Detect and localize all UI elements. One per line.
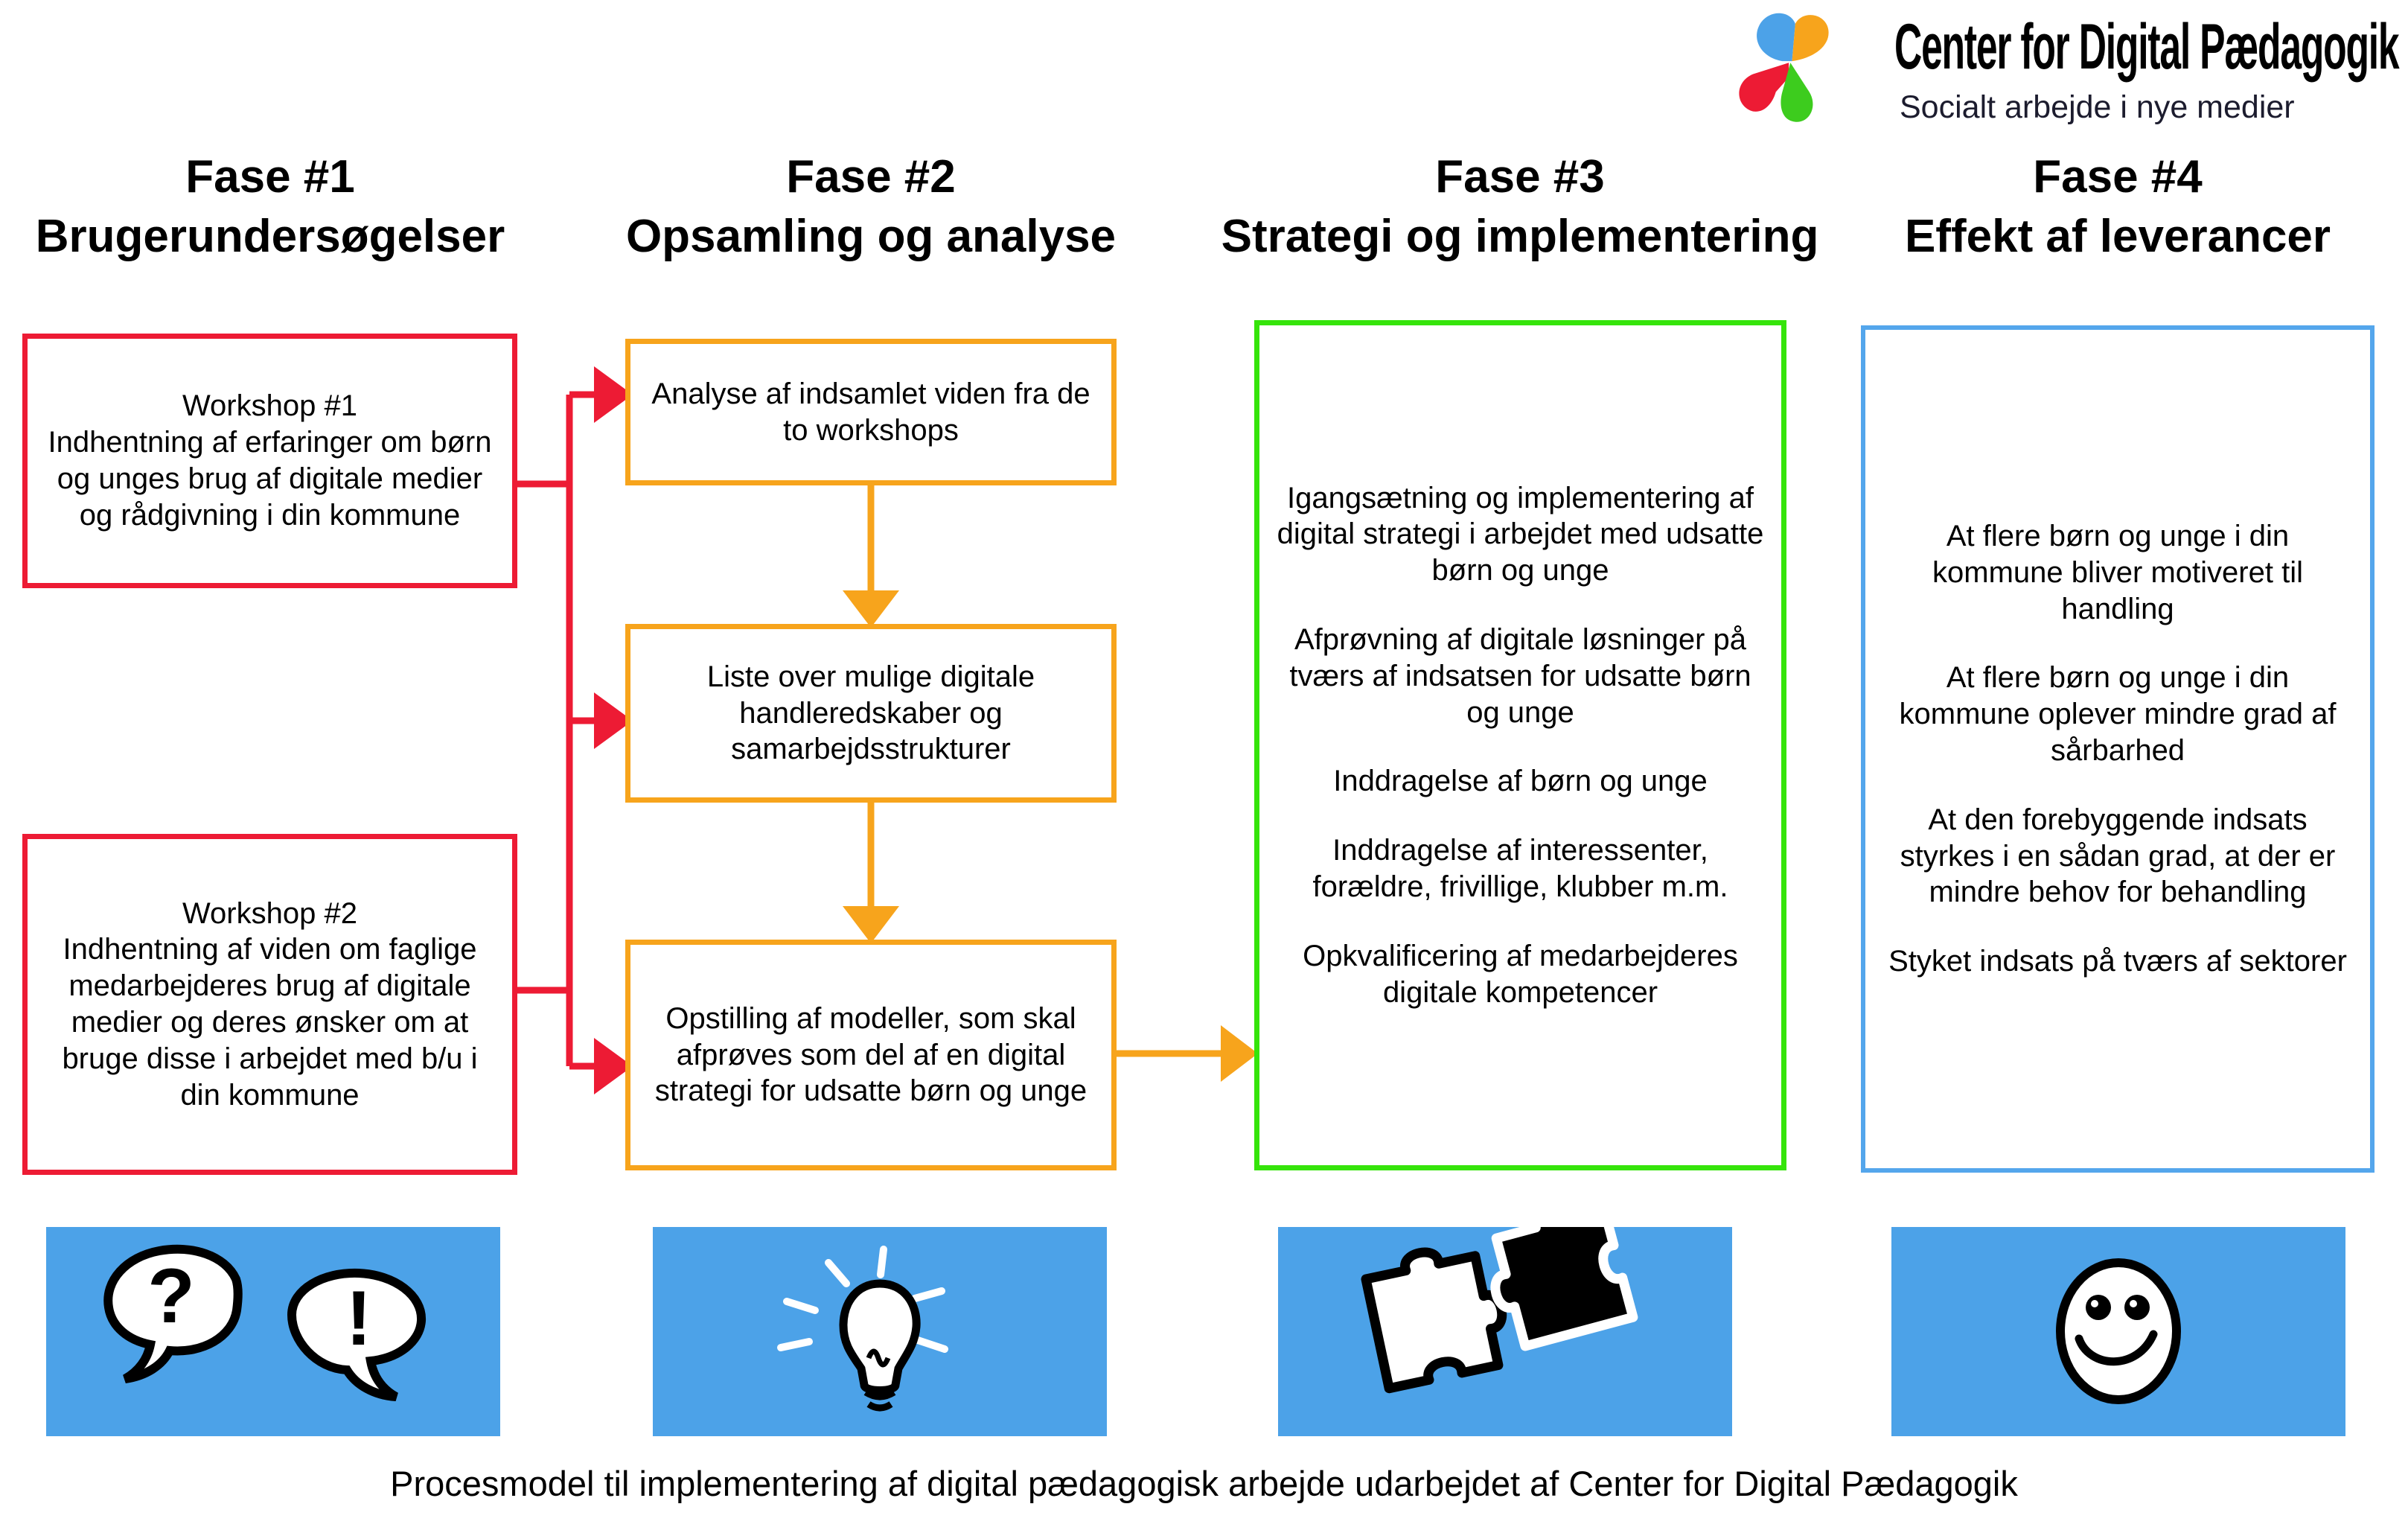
fase3-illustration-panel (1278, 1227, 1732, 1436)
logo-title: Center for Digital Pædagogik (1894, 11, 2399, 83)
logo-figure-icon (1705, 6, 1880, 133)
effekt-box (1861, 325, 2375, 1173)
strategi-box (1254, 320, 1786, 1170)
workshop1-title: Workshop #1 (182, 389, 357, 423)
question-speech-bubble-icon (108, 1249, 238, 1379)
effekt-item: At flere børn og unge i din kommune oplever mindre grad af sårbarhed (1899, 661, 2337, 767)
speech-bubbles-icon (46, 1227, 500, 1436)
footer-caption: Procesmodel til implementering af digital pædagogisk arbejde udarbejdet af Center for Digital Pædagogik (390, 1464, 2018, 1503)
strategi-item: Afprøvning af digitale løsninger på tværs af indsatsen for udsatte børn og unge (1289, 623, 1751, 729)
strategi-item: Opkvalificering af medarbejderes digitale kompetencer (1303, 939, 1738, 1009)
fase2-subtitle: Opsamling og analyse (625, 211, 1117, 262)
opstilling-box (625, 940, 1117, 1170)
svg-text:?: ? (147, 1253, 195, 1339)
fase4-title: Fase #4 (2033, 151, 2203, 203)
analyse-text: Analyse af indsamlet viden fra de to workshops (651, 377, 1090, 447)
logo-subtitle: Socialt arbejde i nye medier (1900, 89, 2295, 125)
red-connector-lines (517, 395, 595, 1066)
workshop2-title: Workshop #2 (182, 896, 357, 930)
liste-text: Liste over mulige digitale handleredskaber og samarbejdsstrukturer (706, 660, 1035, 766)
strategi-item: Inddragelse af børn og unge (1333, 765, 1708, 798)
effekt-item: At den forebyggende indsats styrkes i en sådan grad, at der er mindre behov for behandling (1900, 803, 2336, 909)
fase3-title: Fase #3 (1435, 151, 1605, 203)
workshop2-body: Indhentning af viden om faglige medarbejderes brug af digitale medier og deres ønsker om at bruge disse i arbejdet med b/u i din kommune (62, 933, 478, 1112)
analyse-box (625, 339, 1117, 485)
liste-box (625, 624, 1117, 803)
fase4-subtitle: Effekt af leverancer (1904, 211, 2331, 262)
fase2-title: Fase #2 (786, 151, 956, 203)
strategi-item: Inddragelse af interessenter, forældre, frivillige, klubber m.m. (1312, 834, 1728, 903)
lightbulb-icon (653, 1227, 1107, 1436)
workshop2-box (22, 834, 517, 1175)
fase1-illustration-panel (46, 1227, 500, 1436)
workshop1-box (22, 334, 517, 588)
smiley-icon (1891, 1227, 2345, 1436)
opstilling-text: Opstilling af modeller, som skal afprøves som del af en digital strategi for udsatte børn og unge (654, 1001, 1088, 1108)
effekt-item: Styket indsats på tværs af sektorer (1888, 945, 2347, 978)
fase4-header (1746, 147, 2408, 267)
fase1-title: Fase #1 (185, 151, 355, 203)
fase1-subtitle: Brugerundersøgelser (35, 211, 505, 262)
fase4-illustration-panel (1891, 1227, 2345, 1436)
fase2-header (499, 147, 1243, 267)
exclamation-speech-bubble-icon (292, 1273, 421, 1397)
workshop1-body: Indhentning af erfaringer om børn og unges brug af digitale medier og rådgivning i din kommune (48, 426, 492, 532)
strategi-item: Igangsætning og implementering af digital strategi i arbejdet med udsatte børn og unge (1277, 481, 1764, 587)
fase3-subtitle: Strategi og implementering (1221, 211, 1819, 262)
fase2-illustration-panel (653, 1227, 1107, 1436)
effekt-item: At flere børn og unge i din kommune bliver motiveret til handling (1932, 520, 2303, 625)
puzzle-pieces-icon (1278, 1227, 1732, 1436)
svg-text:!: ! (345, 1275, 372, 1362)
